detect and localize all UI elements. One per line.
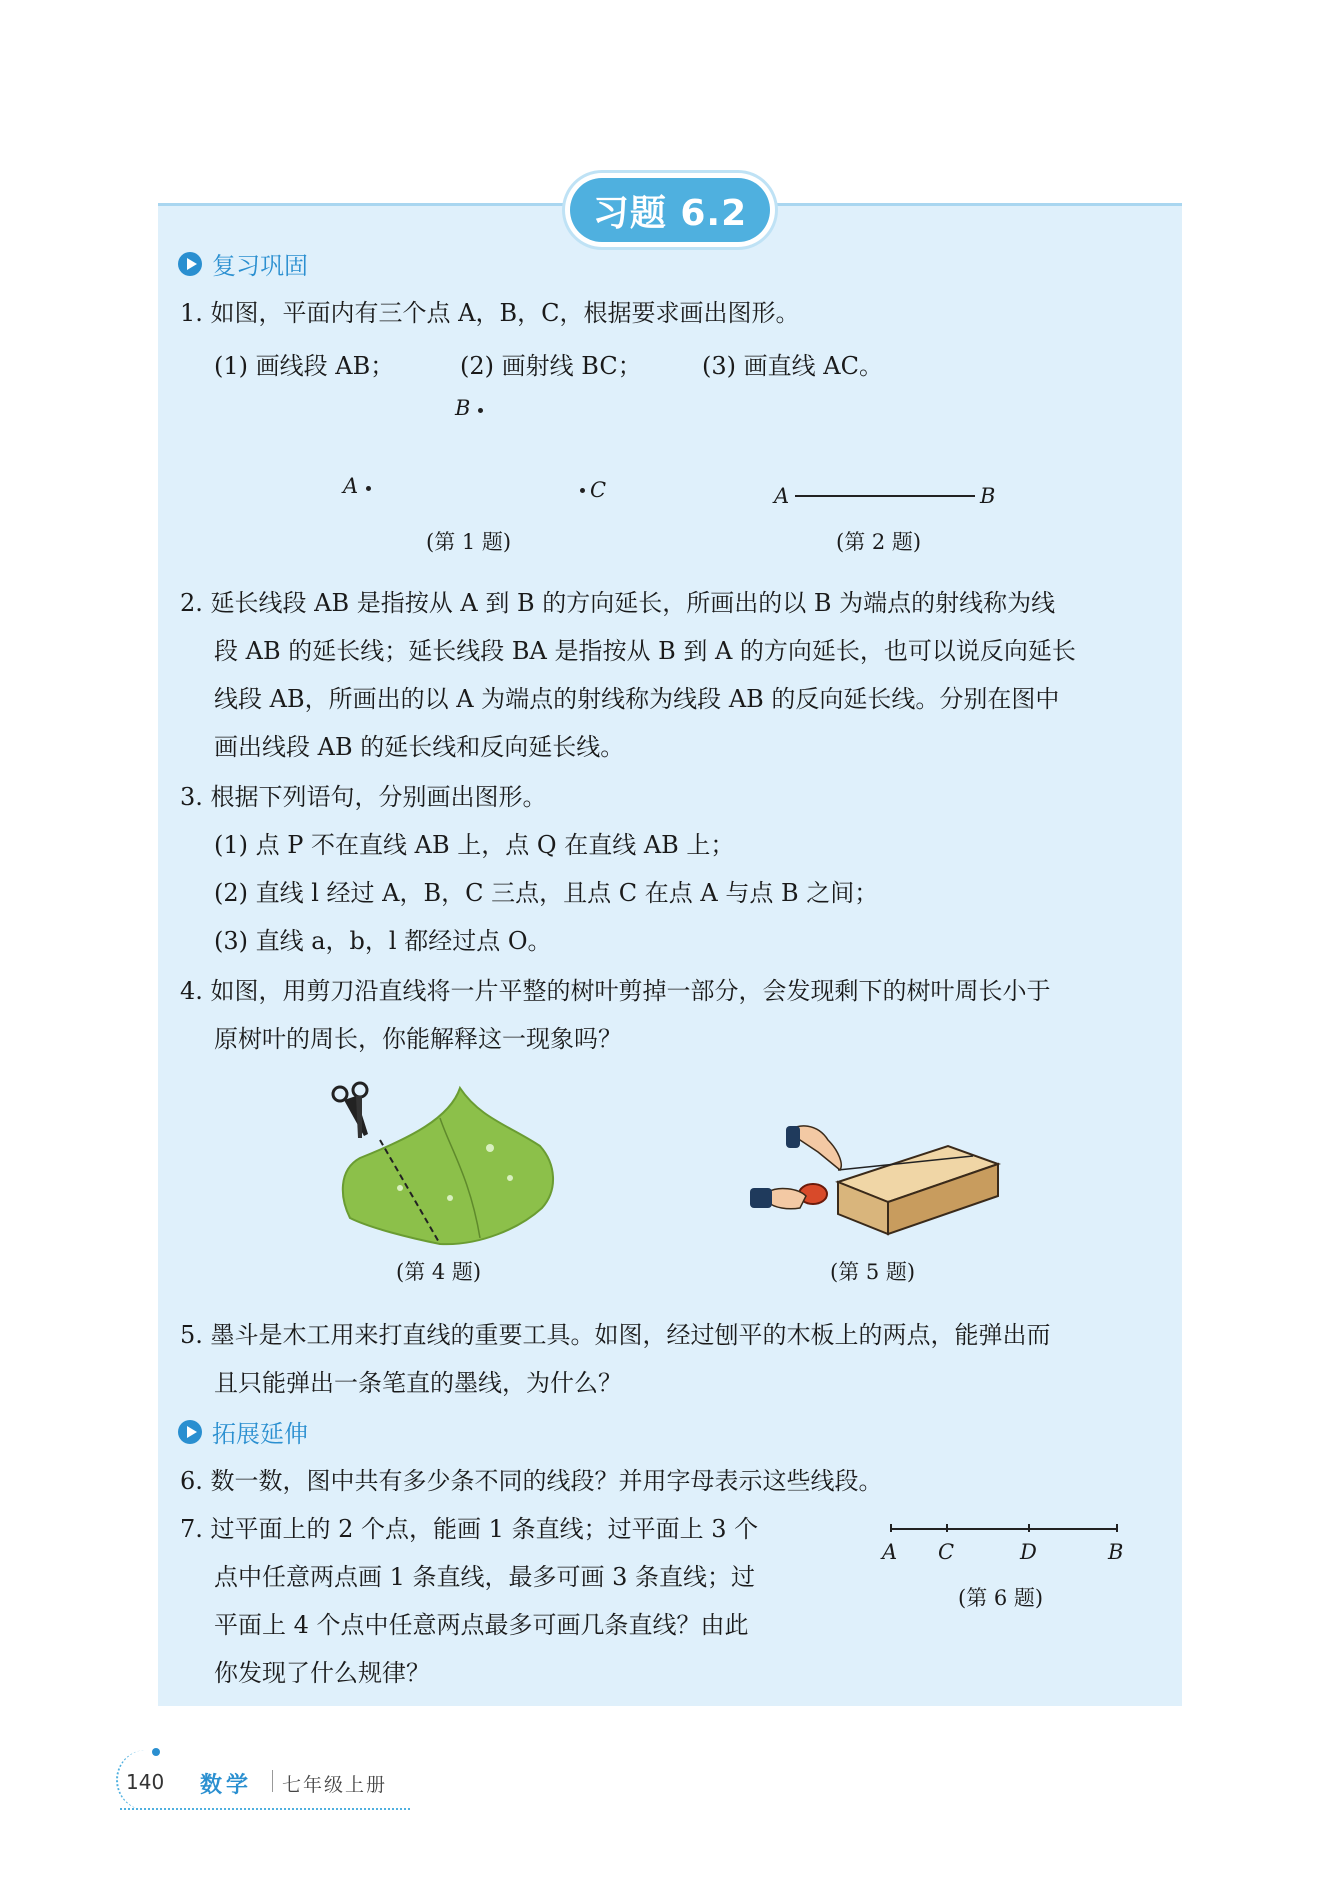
- section-review-label: 复习巩固: [212, 252, 308, 280]
- q1-stem: 1. 如图，平面内有三个点 A，B，C，根据要求画出图形。: [180, 299, 800, 327]
- carpenter-ink-line-illustration: [748, 1112, 1008, 1242]
- fig2-label-a: A: [774, 484, 790, 508]
- q6-line1: 6. 数一数，图中共有多少条不同的线段？并用字母表示这些线段。: [180, 1467, 883, 1495]
- q1-part3: (3) 画直线 AC。: [702, 352, 883, 380]
- scissors-icon: [333, 1083, 368, 1138]
- q2-line2: 段 AB 的延长线；延长线段 BA 是指按从 B 到 A 的方向延长，也可以说反向延长: [214, 637, 1076, 665]
- tick-c: [946, 1524, 948, 1532]
- fig6-label-c: C: [938, 1540, 955, 1564]
- footer-subject: 数学: [200, 1773, 253, 1798]
- q4-line2: 原树叶的周长，你能解释这一现象吗？: [214, 1025, 622, 1053]
- tick-b: [1116, 1524, 1118, 1532]
- q1-part1: (1) 画线段 AB；: [214, 352, 395, 380]
- point-b-dot: [478, 408, 483, 413]
- q7-line2: 点中任意两点画 1 条直线，最多可画 3 条直线；过: [214, 1563, 756, 1591]
- dew-drop: [507, 1175, 513, 1181]
- q7-line3: 平面上 4 个点中任意两点最多可画几条直线？由此: [214, 1611, 749, 1639]
- point-a-dot: [366, 486, 371, 491]
- play-icon: [178, 1420, 202, 1444]
- dew-drop: [486, 1144, 494, 1152]
- q3-part3: (3) 直线 a，b，l 都经过点 O。: [214, 927, 552, 955]
- q2-line4: 画出线段 AB 的延长线和反向延长线。: [214, 733, 625, 761]
- q5-line2: 且只能弹出一条笔直的墨线，为什么？: [214, 1369, 622, 1397]
- fig6-caption: (第 6 题): [958, 1586, 1044, 1610]
- tick-a: [890, 1524, 892, 1532]
- section-extension-label: 拓展延伸: [212, 1420, 308, 1448]
- q4-line1: 4. 如图，用剪刀沿直线将一片平整的树叶剪掉一部分，会发现剩下的树叶周长小于: [180, 977, 1051, 1005]
- q1-part2: (2) 画射线 BC；: [460, 352, 642, 380]
- footer-dotted-rule: [120, 1808, 410, 1810]
- section-review: [178, 246, 308, 281]
- footer-book: 七年级上册: [282, 1774, 388, 1796]
- sleeve-bottom: [750, 1188, 772, 1208]
- fig2-label-b: B: [980, 484, 996, 508]
- fig1-caption: (第 1 题): [426, 530, 512, 554]
- segment-acdb: [890, 1528, 1118, 1530]
- q5-line1: 5. 墨斗是木工用来打直线的重要工具。如图，经过刨平的木板上的两点，能弹出而: [180, 1321, 1051, 1349]
- fig1-label-b: B: [455, 396, 471, 420]
- q3-stem: 3. 根据下列语句，分别画出图形。: [180, 783, 547, 811]
- fig6-label-b: B: [1108, 1540, 1124, 1564]
- page-number: 140: [126, 1770, 165, 1794]
- sleeve-top: [786, 1126, 800, 1148]
- fig4-caption: (第 4 题): [396, 1260, 482, 1284]
- q3-part1: (1) 点 P 不在直线 AB 上，点 Q 在直线 AB 上；: [214, 831, 735, 859]
- dew-drop: [447, 1195, 453, 1201]
- fig1-label-c: C: [590, 478, 607, 502]
- q3-part2: (2) 直线 l 经过 A，B，C 三点，且点 C 在点 A 与点 B 之间；: [214, 879, 879, 907]
- footer-bullet: [152, 1748, 160, 1756]
- q2-line3: 线段 AB，所画出的以 A 为端点的射线称为线段 AB 的反向延长线。分别在图中: [214, 685, 1060, 713]
- fig6-label-d: D: [1020, 1540, 1037, 1564]
- dew-drop: [397, 1185, 403, 1191]
- tick-d: [1028, 1524, 1030, 1532]
- leaf-scissors-illustration: [330, 1078, 570, 1248]
- fig5-caption: (第 5 题): [830, 1260, 916, 1284]
- q2-line1: 2. 延长线段 AB 是指按从 A 到 B 的方向延长，所画出的以 B 为端点的射线称为线: [180, 589, 1056, 617]
- segment-ab: [795, 495, 975, 497]
- q7-line4: 你发现了什么规律？: [214, 1659, 430, 1687]
- hand-bottom: [768, 1189, 806, 1209]
- fig6-label-a: A: [882, 1540, 898, 1564]
- leaf-shape: [343, 1088, 553, 1244]
- q7-line1: 7. 过平面上的 2 个点，能画 1 条直线；过平面上 3 个: [180, 1515, 759, 1543]
- point-c-dot: [580, 488, 585, 493]
- exercise-title: 习题 6.2: [570, 178, 770, 242]
- fig2-caption: (第 2 题): [836, 530, 922, 554]
- fig1-label-a: A: [343, 474, 359, 498]
- footer-divider: [272, 1770, 273, 1792]
- section-extension: [178, 1414, 308, 1449]
- play-icon: [178, 252, 202, 276]
